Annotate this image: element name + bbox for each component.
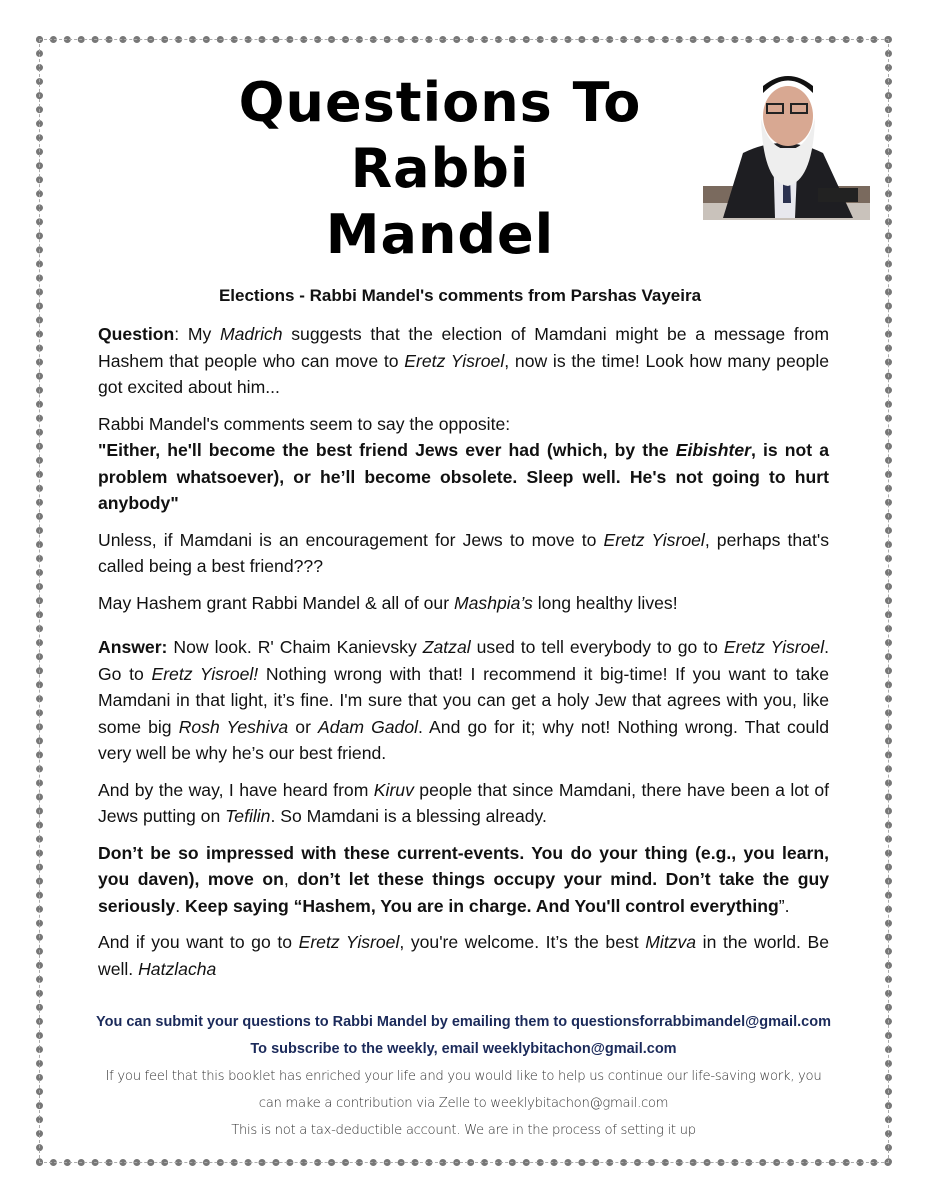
text-run: used to tell everybody to go to bbox=[470, 637, 724, 657]
text-run: , bbox=[283, 869, 298, 889]
title-line: Mandel bbox=[325, 203, 555, 266]
text-run: don’t let these things occupy your mind. Don’t take the guy seriously bbox=[98, 869, 829, 916]
text-run: Keep saying “Hashem, You are in charge. And You'll control everything bbox=[185, 895, 779, 916]
text-run: , is not a problem whatsoever), or he’ll become obsolete. Sleep well. He's not going to hurt anybody" bbox=[98, 440, 829, 513]
text-run: And by the way, I have heard from bbox=[98, 779, 374, 800]
text-run: . And go for it; why not! Nothing wrong. That could very well be why he’s our best friend. bbox=[98, 716, 830, 763]
text-run: Eretz Yisroel bbox=[723, 637, 825, 657]
text-run: "Either, he'll become the best friend Jews ever had (which, by the bbox=[98, 440, 676, 460]
text-run: , perhaps that's called being a best friend??? bbox=[98, 529, 829, 576]
title-line: Rabbi bbox=[350, 137, 530, 200]
text-run: Question bbox=[98, 324, 175, 344]
donation-note-cont: can make a contribution via Zelle to weeklybitachon@gmail.com bbox=[258, 1096, 669, 1111]
text-run: Hatzlacha bbox=[138, 958, 217, 979]
text-run: Kiruv bbox=[373, 779, 414, 800]
text-run: May Hashem grant Rabbi Mandel & all of our bbox=[98, 592, 454, 613]
text-run: ”. bbox=[778, 895, 790, 916]
text-run: Rabbi Mandel's comments seem to say the opposite: bbox=[98, 413, 511, 434]
paragraph bbox=[98, 840, 829, 920]
text-run: . Go to bbox=[98, 637, 829, 684]
text-run: long healthy lives! bbox=[532, 592, 678, 613]
subscribe-note: To subscribe to the weekly, email weeklybitachon@gmail.com bbox=[250, 1041, 677, 1057]
text-run: Eretz Yisroel bbox=[603, 529, 705, 550]
paragraph bbox=[98, 929, 829, 982]
text-run: Mitzva bbox=[645, 932, 697, 952]
text-run: Now look. R' Chaim Kanievsky bbox=[167, 637, 423, 657]
text-run: . bbox=[175, 895, 186, 916]
submit-questions-note: You can submit your questions to Rabbi Mandel by emailing them to questionsforrabbimandel@gmail.com bbox=[96, 1014, 831, 1030]
question-paragraph bbox=[98, 321, 829, 401]
text-run: Nothing wrong with that! I recommend it big-time! If you want to take Mamdani in that light, it’s fine. I'm sure that you can get a holy Jew that agrees with you, like some big bbox=[98, 663, 830, 737]
article-subtitle: Elections - Rabbi Mandel's comments from Parshas Vayeira bbox=[218, 286, 702, 305]
text-run: in the world. Be well. bbox=[98, 932, 830, 979]
text-run: , now is the time! Look how many people got excited about him... bbox=[98, 350, 830, 397]
text-run: Don’t be so impressed with these current-events. You do your thing (e.g., you learn, you daven), move on bbox=[98, 842, 829, 889]
text-run: , you're welcome. It’s the best bbox=[399, 932, 646, 952]
text-run: Tefilin bbox=[225, 806, 271, 826]
footer bbox=[40, 1009, 887, 1144]
tax-note: This is not a tax-deductible account. We are in the process of setting it up bbox=[231, 1123, 696, 1138]
text-run: Rosh Yeshiva bbox=[178, 716, 289, 737]
paragraph bbox=[98, 590, 829, 617]
text-run: Eibishter bbox=[675, 440, 751, 460]
text-run: Eretz Yisroel bbox=[404, 350, 505, 371]
answer-paragraph bbox=[98, 634, 829, 767]
text-run: Zatzal bbox=[422, 637, 471, 657]
text-run: Unless, if Mamdani is an encouragement for Jews to move to bbox=[98, 529, 604, 550]
paragraph bbox=[98, 527, 829, 580]
text-run: Answer: bbox=[98, 637, 168, 657]
paragraph bbox=[98, 777, 829, 830]
text-run: people that since Mamdani, there have been a lot of Jews putting on bbox=[98, 779, 830, 826]
text-run: Adam Gadol bbox=[318, 716, 419, 737]
text-run: Eretz Yisroel! bbox=[151, 663, 259, 684]
text-run: or bbox=[288, 716, 319, 737]
text-run: . So Mamdani is a blessing already. bbox=[270, 806, 547, 826]
article-body bbox=[98, 321, 829, 992]
page-title bbox=[190, 70, 690, 268]
text-run: suggests that the election of Mamdani might be a message from Hashem that people who can move to bbox=[98, 324, 829, 371]
text-run: And if you want to go to bbox=[98, 932, 299, 952]
text-run: Mashpia’s bbox=[453, 592, 533, 613]
title-line: Questions To bbox=[238, 71, 642, 134]
donation-note: If you feel that this booklet has enriched your life and you would like to help us continue our life-saving work, you bbox=[105, 1069, 822, 1084]
text-run: Eretz Yisroel bbox=[298, 932, 400, 952]
text-run: Madrich bbox=[219, 324, 283, 344]
paragraph bbox=[98, 411, 829, 517]
text-run: : My bbox=[174, 324, 220, 344]
rabbi-photo bbox=[703, 68, 870, 220]
